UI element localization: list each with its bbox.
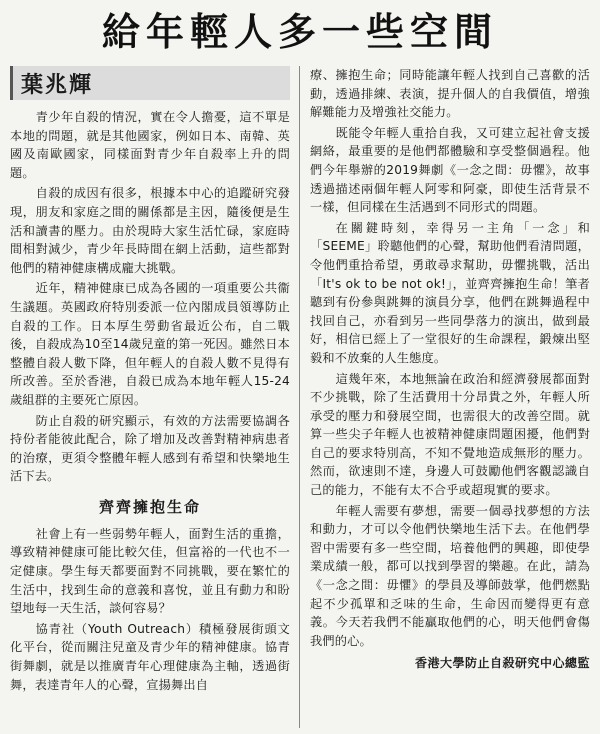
paragraph: 近年，精神健康已成為各國的一項重要公共衞生議題。英國政府特別委派一位內閣成員領導防止自殺的工作。日本厚生勞動省最近公布，自二戰後，自殺成為10至14歲兒童的第一死因。雖然日本整體自殺人數下降，但年輕人的自殺人數不見得有所改善。至於香港，自殺已成為本地年輕人15-24歲組群的主要死亡原因。 — [10, 281, 290, 407]
paragraph-continuation: 療、擁抱生命；同時能讓年輕人找到自己喜歡的活動，透過排練、表演，提升個人的自我價值，增強解難能力及增強社交能力。 — [310, 68, 590, 120]
byline-box — [10, 66, 290, 100]
left-column — [10, 66, 300, 728]
author-signature: 香港大學防止自殺研究中心總監 — [414, 656, 590, 671]
paragraph: 青少年自殺的情況，實在令人擔憂，這不單是本地的問題，就是其他國家，例如日本、南韓、英國及南歐國家，同樣面對青少年自殺率上升的問題。 — [10, 110, 290, 180]
author-byline: 葉兆輝 — [21, 71, 94, 98]
section-subhead: 齊齊擁抱生命 — [98, 497, 201, 516]
paragraph: 防止自殺的研究顯示，有效的方法需要協調各持份者能彼此配合，除了增加及改善對精神病患者的治療，更須令整體年輕人感到有希望和快樂地生活下去。 — [10, 413, 290, 484]
headline: 給年輕人多一些空間 — [101, 9, 498, 54]
paragraph: 社會上有一些弱勢年輕人，面對生活的重擔，導致精神健康可能比較欠佳，但富裕的一代也不一定健康。學生每天都要面對不同挑戰，要在繁忙的生活中，找到生命的意義和喜悅，並且有動力和盼望地每一天生活，談何容易？ — [10, 526, 290, 616]
paragraph: 既能令年輕人重拾自我，又可建立起社會支援網絡，最重要的是他們都體驗和享受整個過程。他們今年舉辦的2019舞劇《一念之間：毋懼》，故事透過描述兩個年輕人阿零和阿豪，即使生活背景不一樣，但同樣在生活遇到不同形式的問題。 — [310, 125, 590, 215]
paragraph: 協青社（Youth Outreach）積極發展街頭文化平台，從而關注兒童及青少年的精神健康。協青街舞劇，就是以推廣青年心理健康為主軸，透過街舞，表達青年人的心聲，宣揚舞出自 — [10, 621, 290, 692]
paragraph: 這幾年來，本地無論在政治和經濟發展都面對不少挑戰，除了生活費用十分昂貴之外，年輕人所承受的壓力和發展空間，也需很大的改善空間。就算一些尖子年輕人也被精神健康問題困擾，他們對自己的要求特別高，不知不覺地造成無形的壓力。然而，欲速則不達，身邊人可鼓勵他們客觀認識自己的能力，不能有太不合乎或超現實的要求。 — [310, 371, 590, 498]
article-columns — [10, 66, 590, 728]
paragraph: 年輕人需要有夢想，需要一個尋找夢想的方法和動力，才可以令他們快樂地生活下去。在他們學習中需要有多一些空間，培養他們的興趣，即使學業成績一般，都可以找到學習的樂趣。在此，請為《一念之間：毋懼》的學員及導師鼓掌，他們燃點起不少孤單和乏味的生命，生命因而變得更有意義。今天若我們不能贏取他們的心，明天他們會傷我們的心。 — [310, 503, 590, 648]
paragraph: 在關鍵時刻，幸得另一主角「一念」和「SEEME」聆聽他們的心聲，幫助他們看清問題，令他們重拾希望，勇敢尋求幫助，毋懼挑戰，活出「It's ok to be not ok!」，並齊齊擁抱生命！筆者聽到有份參與跳舞的演員分享，他們在跳舞過程中找回自己，亦看到另一些同學落力的演出，做到最好，相信已經上了一堂很好的生命課程，鍛煉出堅毅和不放棄的人生態度。 — [310, 220, 590, 365]
paragraph: 自殺的成因有很多，根據本中心的追蹤研究發現，朋友和家庭之間的關係都是主因，隨後便是生活和讀書的壓力。由於現時大家生活忙碌，家庭時間相對減少，青少年長時間在網上活動，這些都對他們的精神健康構成龐大挑戰。 — [10, 186, 290, 275]
right-column — [300, 66, 590, 728]
